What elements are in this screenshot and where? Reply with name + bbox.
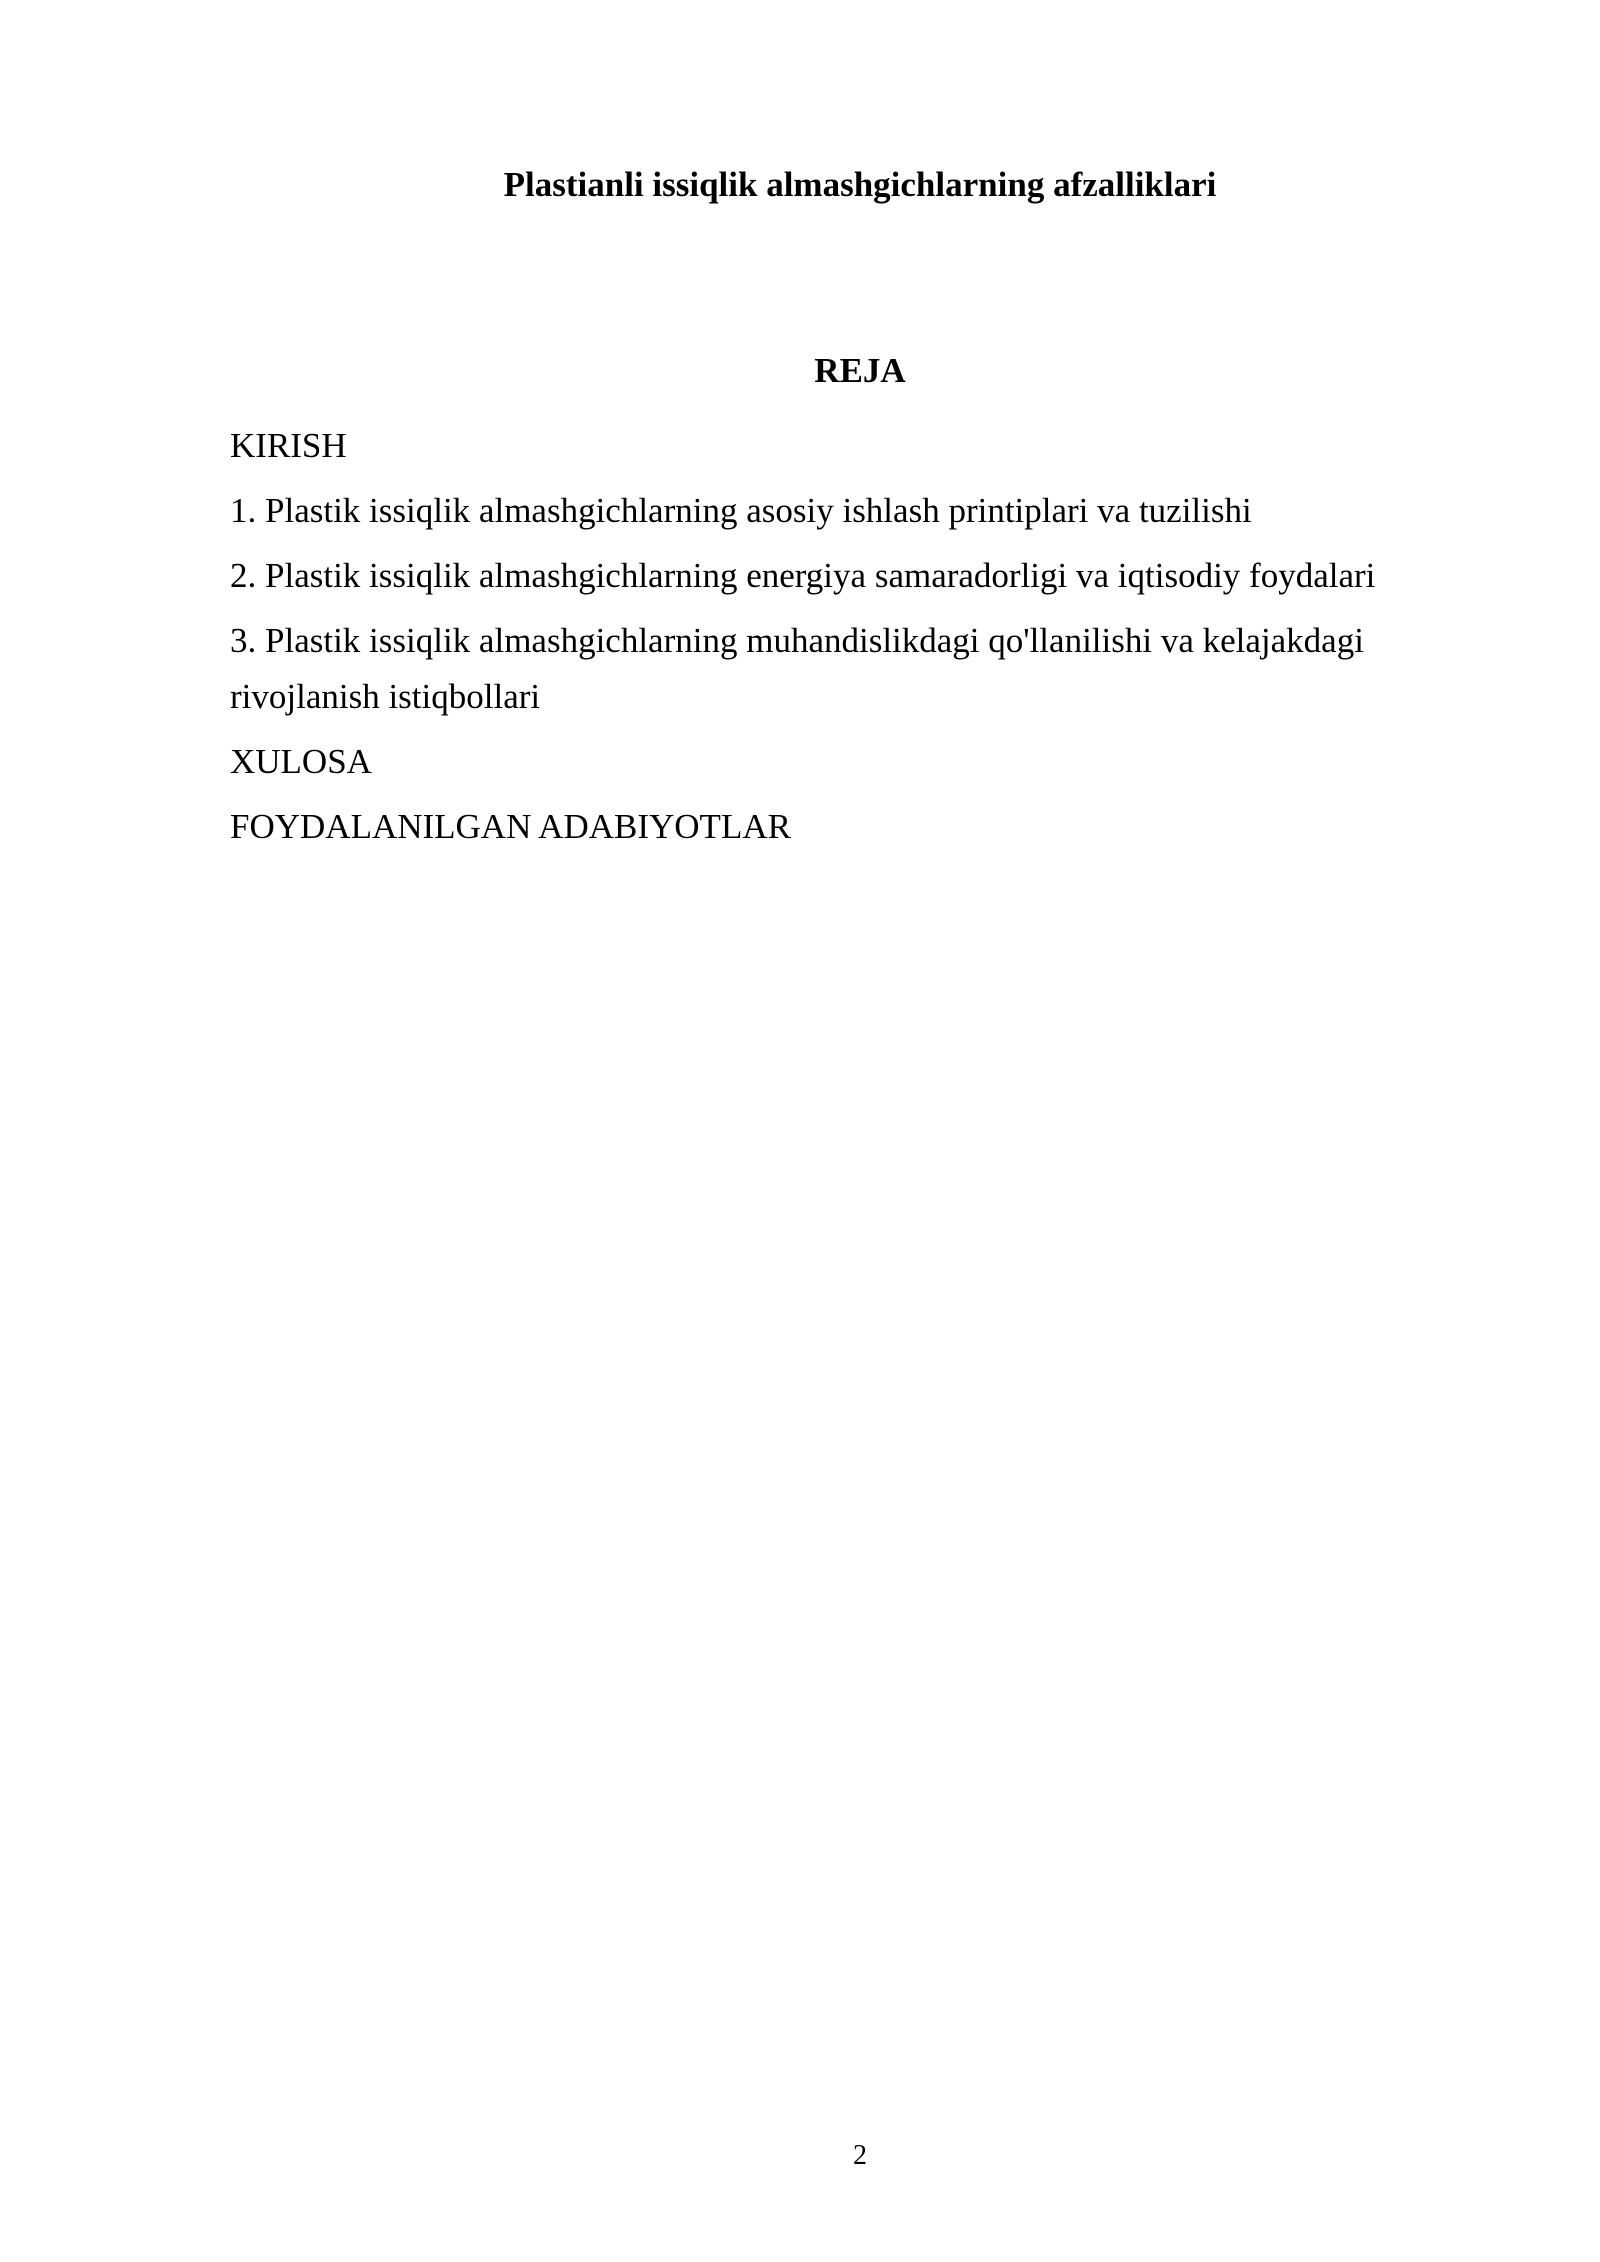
toc-item-conclusion: XULOSA <box>230 742 372 781</box>
toc-item-3: 3. Plastik issiqlik almashgichlarning muhandislikdagi qo'llanilishi va kelajakdagi rivojlanish istiqbollari <box>230 621 1364 716</box>
toc-item-1: 1. Plastik issiqlik almashgichlarning asosiy ishlash printiplari va tuzilishi <box>230 491 1252 530</box>
page-number: 2 <box>853 2140 867 2171</box>
table-of-contents <box>230 418 1470 864</box>
document-title: Plastianli issiqlik almashgichlarning afzalliklari <box>503 165 1217 204</box>
plan-heading: REJA <box>814 351 906 390</box>
toc-item-references: FOYDALANILGAN ADABIYOTLAR <box>230 807 791 846</box>
toc-item-2: 2. Plastik issiqlik almashgichlarning energiya samaradorligi va iqtisodiy foydalari <box>230 556 1376 595</box>
toc-item-intro: KIRISH <box>230 426 347 465</box>
